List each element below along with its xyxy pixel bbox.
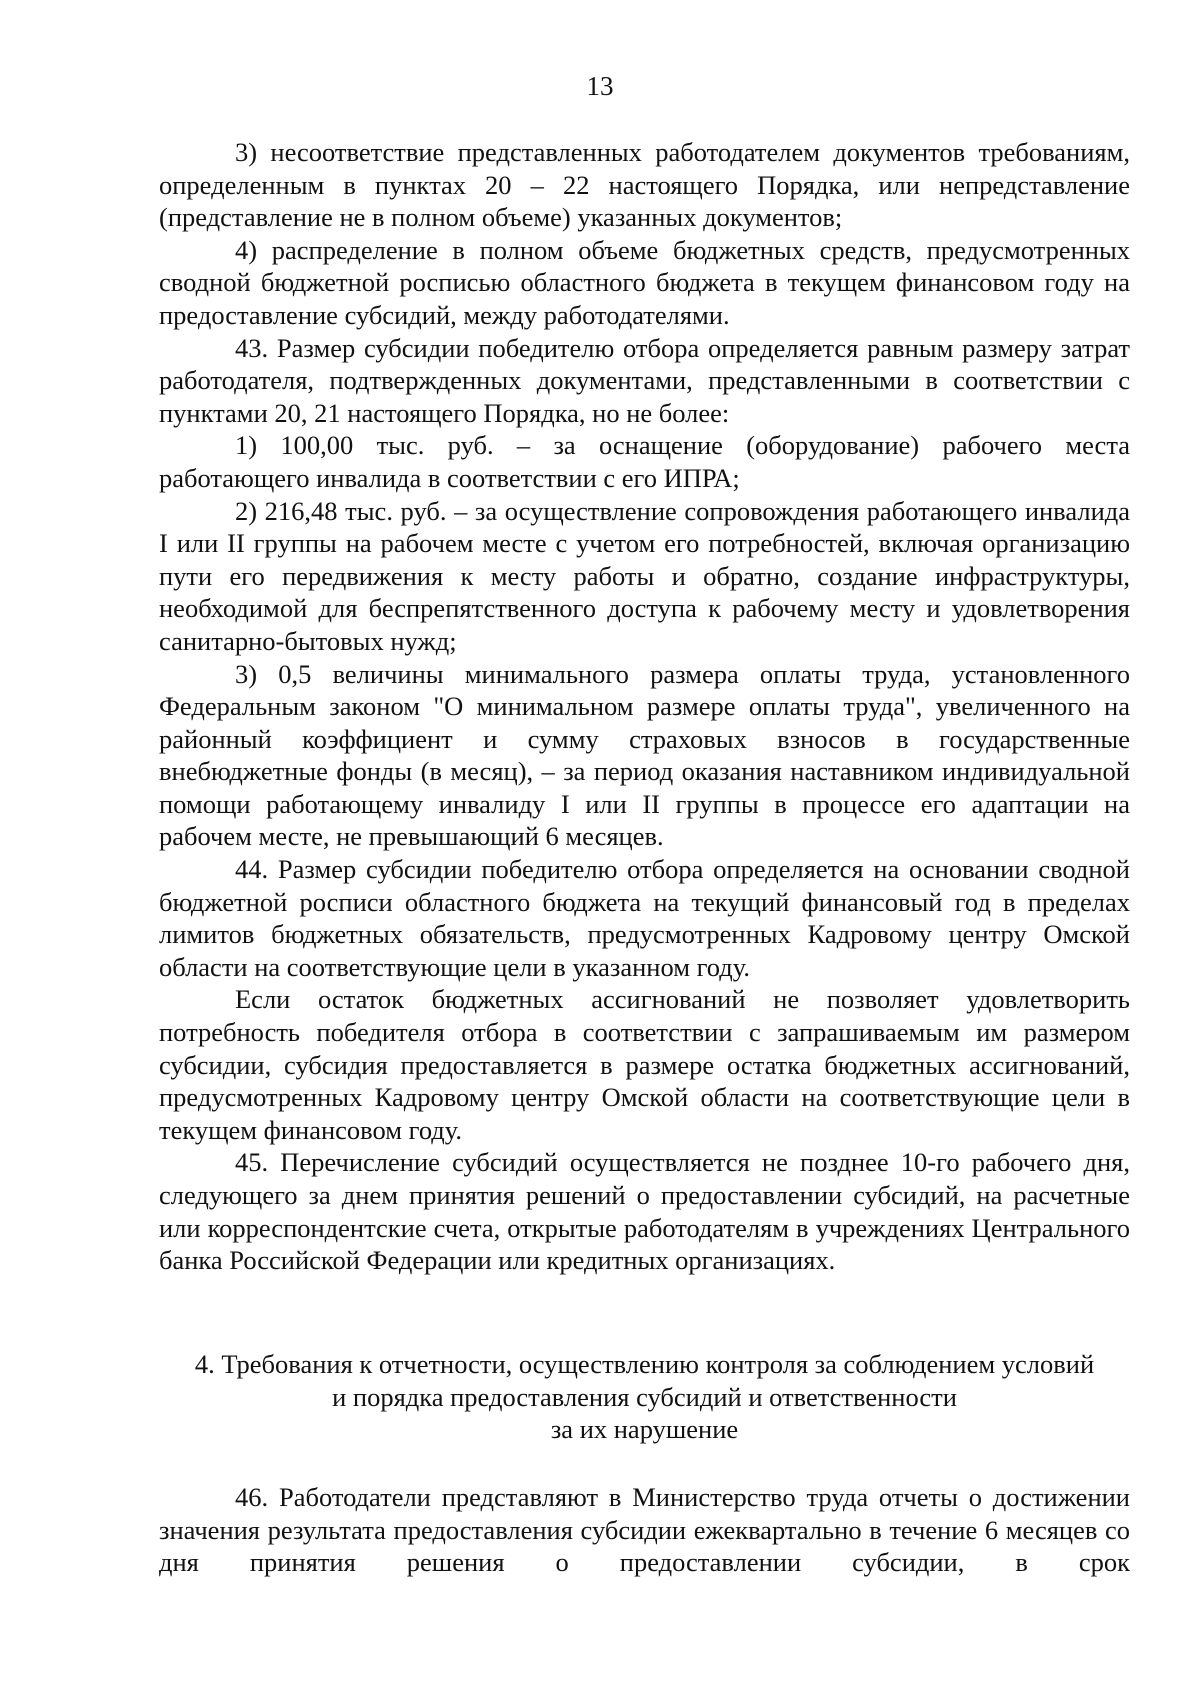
paragraph-43-item-2: 2) 216,48 тыс. руб. – за осуществление сопровождения работающего инвалида I или II группы на рабочем месте с учетом его потребностей, включая организацию пути его передвижения к месту работы и обратно, создание инфраструктуры, необходимой для беспрепятственного доступа к рабочему месту и удовлетворения санитарно-бытовых нужд; <box>159 495 1130 656</box>
page-number: 13 <box>586 71 614 101</box>
section-heading <box>159 1348 1130 1446</box>
section-heading-line: за их нарушение <box>550 1414 739 1445</box>
paragraph-46: 46. Работодатели представляют в Министерство труда отчеты о достижении значения результата предоставления субсидии ежеквартально в течение 6 месяцев со дня принятия решения о предоставлении субсидии, в срок <box>159 1482 1130 1578</box>
section-heading-line: и порядка предоставления субсидий и ответственности <box>332 1381 957 1412</box>
paragraph-45: 45. Перечисление субсидий осуществляется не позднее 10-го рабочего дня, следующего за днем принятия решений о предоставлении субсидий, на расчетные или корреспондентские счета, открытые работодателям в учреждениях Центрального банка Российской Федерации или кредитных организациях. <box>159 1147 1130 1276</box>
paragraph-43: 43. Размер субсидии победителю отбора определяется равным размеру затрат работодателя, подтвержденных документами, представленными в соответствии с пунктами 20, 21 настоящего Порядка, но не более: <box>159 332 1130 428</box>
section-body <box>159 1481 1130 1579</box>
paragraph-44-remainder: Если остаток бюджетных ассигнований не позволяет удовлетворить потребность победителя отбора в соответствии с запрашиваемым им размером субсидии, субсидия предоставляется в размере остатка бюджетных ассигнований, предусмотренных Кадровому центру Омской области на соответствующие цели в текущем финансовом году. <box>159 984 1130 1145</box>
paragraph-item-3-mismatch: 3) несоответствие представленных работодателем документов требованиям, определенным в пунктах 20 – 22 настоящего Порядка, или непредставление (представление не в полном объеме) указанных документов; <box>159 137 1130 233</box>
paragraph-43-item-1: 1) 100,00 тыс. руб. – за оснащение (оборудование) рабочего места работающего инвалида в соответствии с его ИПРА; <box>159 430 1130 493</box>
paragraph-43-item-3: 3) 0,5 величины минимального размера оплаты труда, установленного Федеральным законом "О минимальном размере оплаты труда", увеличенного на районный коэффициент и сумму страховых взносов в государственные внебюджетные фонды (в месяц), – за период оказания наставником индивидуальной помощи работающему инвалиду I или II группы в процессе его адаптации на рабочем месте, не превышающий 6 месяцев. <box>159 658 1130 852</box>
document-body <box>159 136 1130 1277</box>
section-heading-line: 4. Требования к отчетности, осуществлению контроля за соблюдением условий <box>194 1349 1095 1379</box>
paragraph-44: 44. Размер субсидии победителю отбора определяется на основании сводной бюджетной росписи областного бюджета на текущий финансовый год в пределах лимитов бюджетных обязательств, предусмотренных Кадровому центру Омской области на соответствующие цели в указанном году. <box>159 854 1130 982</box>
paragraph-item-4-distribution: 4) распределение в полном объеме бюджетных средств, предусмотренных сводной бюджетной росписью областного бюджета в текущем финансовом году на предоставление субсидий, между работодателями. <box>159 234 1130 330</box>
